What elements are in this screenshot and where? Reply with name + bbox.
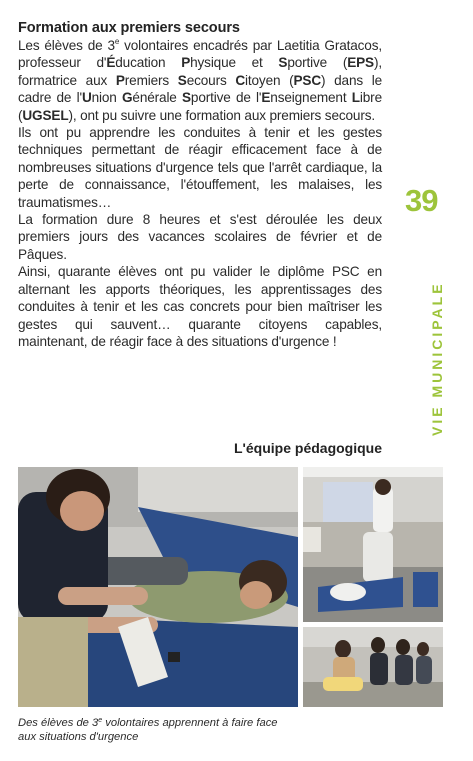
p1-text: nseignement xyxy=(270,90,352,106)
caption-text: volontaires apprennent à faire face xyxy=(102,717,278,729)
p1-bold: E xyxy=(261,90,271,106)
p1-text: ducation xyxy=(115,55,182,71)
photo-student-group xyxy=(303,627,443,707)
photo-bandage-graphic xyxy=(18,467,298,707)
caption-sup: e xyxy=(98,717,103,724)
p1-text: hysique et xyxy=(190,55,279,71)
signature: L'équipe pédagogique xyxy=(234,440,382,456)
p1-text: Les élèves de 3 xyxy=(18,38,115,53)
photo-group-graphic xyxy=(303,627,443,707)
p1-text: ) dans le cadre de l' xyxy=(18,72,383,106)
p1-bold: C xyxy=(235,72,246,88)
p1-bold: U xyxy=(81,90,92,106)
paragraph-3: La formation dure 8 heures et s'est déroulée les deux premiers jours des vacances scolaires de février et de Pâques. xyxy=(18,212,382,262)
p1-bold: S xyxy=(182,90,191,106)
p1-text: portive ( xyxy=(287,55,348,71)
photo-caption xyxy=(18,716,418,744)
photo-classroom-graphic xyxy=(303,467,443,622)
p1-text: énérale xyxy=(132,90,182,106)
p1-text: remiers xyxy=(124,72,178,88)
section-label: VIE MUNICIPALE xyxy=(429,281,445,436)
p1-sup: e xyxy=(114,37,120,46)
caption-text: Des élèves de 3 xyxy=(18,717,99,729)
p1-bold: S xyxy=(177,72,187,88)
article xyxy=(18,20,382,350)
article-title: Formation aux premiers secours xyxy=(18,20,240,36)
photo-bandage-practice xyxy=(18,467,298,707)
paragraph-4: Ainsi, quarante élèves ont pu valider le diplôme PSC en alternant les apports théoriques, les apprentissages des conduites à tenir et les cas concrets pour bien maîtriser les gestes qui sauvent… quarante citoyens capables, maintenant, de réagir face à des situations d'urgence ! xyxy=(18,264,382,349)
p1-bold: É xyxy=(106,55,116,71)
p1-bold: EPS xyxy=(347,55,374,71)
caption-text-line2: aux situations d'urgence xyxy=(18,731,139,743)
p1-bold: PSC xyxy=(293,72,322,88)
p1-text: ), ont pu suivre une formation aux premiers secours. xyxy=(68,107,375,123)
page-number: 39 xyxy=(405,183,438,218)
p1-bold: UGSEL xyxy=(22,107,69,123)
p1-bold: P xyxy=(115,72,125,88)
p1-bold: G xyxy=(121,90,133,106)
paragraph-2: Ils ont pu apprendre les conduites à tenir et les gestes techniques permettant de réagir efficacement face à de nombreuses situations d'urgence tels que l'arrêt cardiaque, la perte de connaissance, l'étouffement, les malaises, les traumatismes… xyxy=(18,125,382,210)
paragraph-1 xyxy=(18,37,382,124)
p1-text: nion xyxy=(91,90,122,106)
p1-text: volontaires encadrés par Laetitia Gratacos, professeur d' xyxy=(18,38,382,71)
p1-text: ), formatrice aux xyxy=(18,55,382,88)
p1-text: portive de l' xyxy=(190,90,262,106)
p1-bold: L xyxy=(351,90,360,106)
p1-text: ecours xyxy=(186,72,236,88)
photo-classroom-demo xyxy=(303,467,443,622)
p1-bold: P xyxy=(181,55,191,71)
p1-text: itoyen ( xyxy=(245,72,294,88)
p1-text: ibre ( xyxy=(18,90,382,123)
p1-bold: S xyxy=(278,55,288,71)
